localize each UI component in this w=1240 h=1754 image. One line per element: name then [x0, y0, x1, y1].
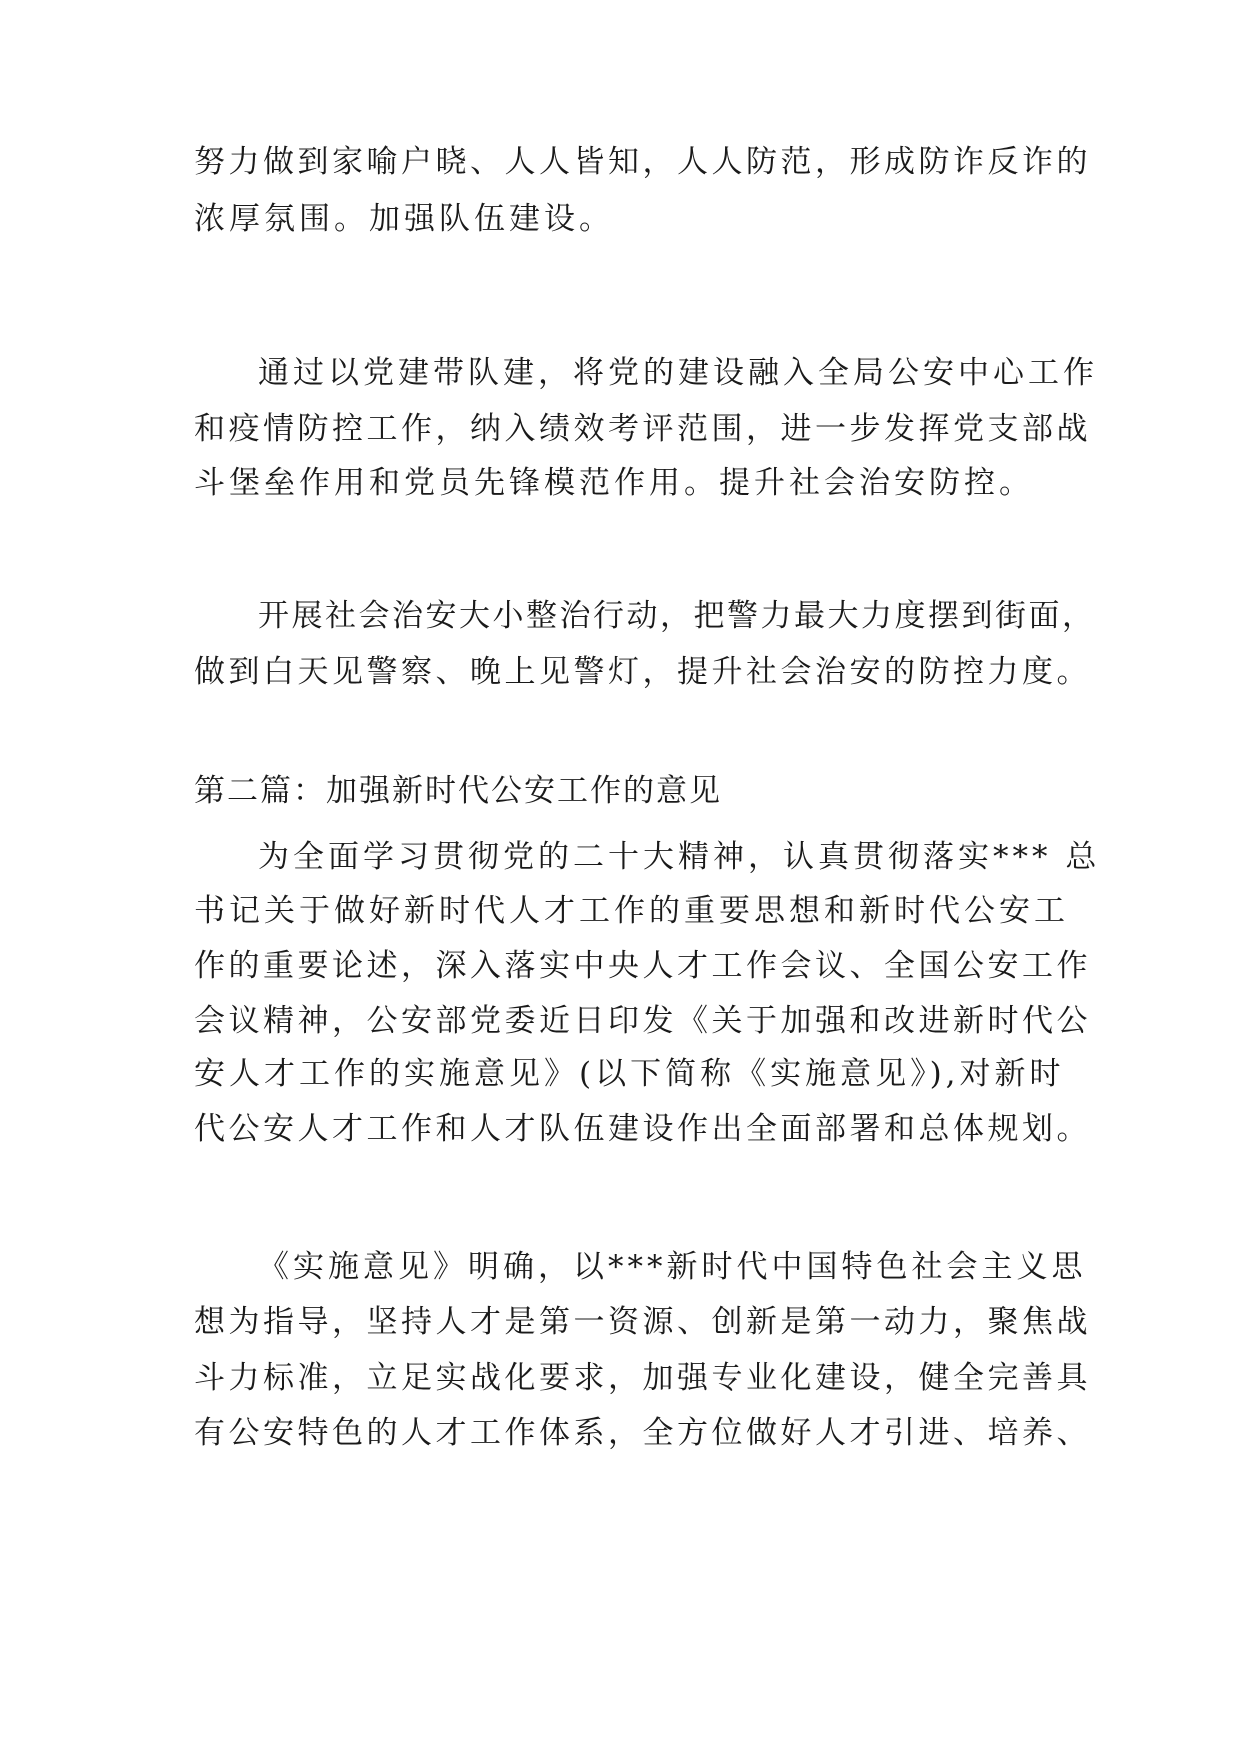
- text-line: 书记关于做好新时代人才工作的重要思想和新时代公安工: [194, 893, 1069, 929]
- text-line: 和疫情防控工作，纳入绩效考评范围，进一步发挥党支部战: [194, 411, 1091, 447]
- text-line: 努力做到家喻户晓、人人皆知，人人防范，形成防诈反诈的: [194, 144, 1091, 180]
- text-line: 安人才工作的实施意见》(以下简称《实施意见》),对新时: [194, 1056, 1065, 1092]
- text-line: 《实施意见》明确，以***新时代中国特色社会主义思: [258, 1249, 1087, 1285]
- text-line: 代公安人才工作和人才队伍建设作出全面部署和总体规划。: [194, 1111, 1091, 1147]
- text-line: 有公安特色的人才工作体系，全方位做好人才引进、培养、: [194, 1415, 1091, 1451]
- text-line: 斗堡垒作用和党员先锋模范作用。提升社会治安防控。: [194, 465, 1034, 501]
- text-line: 作的重要论述，深入落实中央人才工作会议、全国公安工作: [194, 948, 1091, 984]
- text-line: 浓厚氛围。加强队伍建设。: [194, 201, 614, 237]
- text-line: 斗力标准，立足实战化要求，加强专业化建设，健全完善具: [194, 1360, 1091, 1396]
- text-line: 会议精神，公安部党委近日印发《关于加强和改进新时代公: [194, 1003, 1091, 1039]
- text-line: 为全面学习贯彻党的二十大精神，认真贯彻落实*** 总: [258, 839, 1101, 875]
- text-line: 想为指导，坚持人才是第一资源、创新是第一动力，聚焦战: [194, 1304, 1091, 1340]
- text-line: 做到白天见警察、晚上见警灯，提升社会治安的防控力度。: [194, 654, 1091, 690]
- text-line: 通过以党建带队建，将党的建设融入全局公安中心工作: [258, 355, 1098, 391]
- section-heading: 第二篇：加强新时代公安工作的意见: [194, 773, 722, 809]
- text-line: 开展社会治安大小整治行动，把警力最大力度摆到街面，: [258, 598, 1096, 634]
